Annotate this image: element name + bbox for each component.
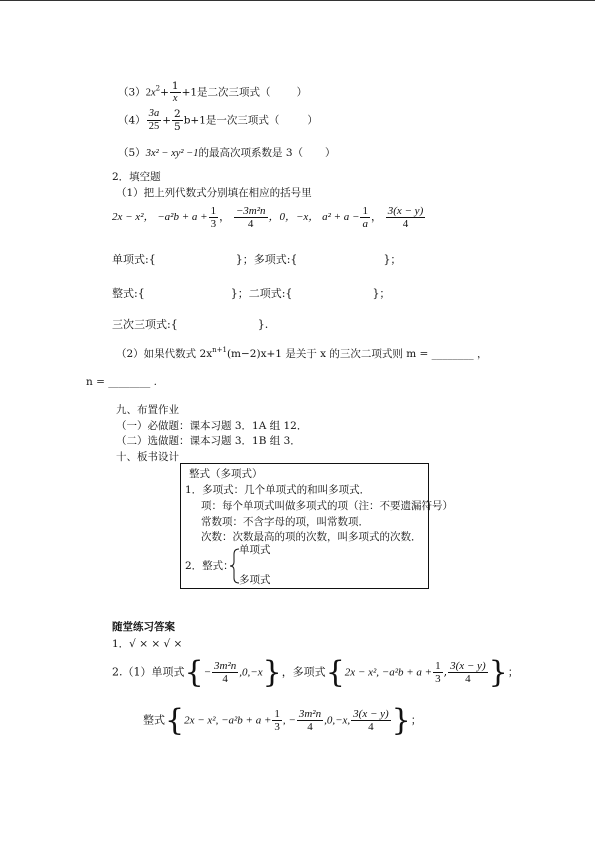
q3-frac-num: 1 xyxy=(171,80,179,92)
q5-text: 的最高次项系数是 3（ xyxy=(198,147,304,159)
homework-optional: （二）选做题：课本习题 3．1B 组 3． xyxy=(116,435,301,447)
brace-close-3: } xyxy=(391,703,411,738)
trinom-label: 三次三项式:{ xyxy=(112,318,178,331)
question-3 xyxy=(118,80,307,105)
page-top-border xyxy=(0,0,595,1)
board-branch-poly: 多项式 xyxy=(239,574,271,586)
poly-close: }； xyxy=(383,253,402,266)
q3-text: +1是二次三项式（ xyxy=(181,86,271,99)
q4-f2-den: 5 xyxy=(174,121,181,133)
ans-integ-terms: 2x − x², −a²b + a + xyxy=(184,714,272,727)
expr-5-num: 1 xyxy=(362,205,368,217)
binom-close: }； xyxy=(372,287,391,300)
q3-plus: + xyxy=(160,86,169,99)
expr-2: −a²b + a + xyxy=(157,211,208,224)
section-9-heading: 九、布置作业 xyxy=(116,404,179,416)
trinom-row xyxy=(112,316,268,332)
ans-integ-num-2: 3m²n xyxy=(298,708,322,720)
q4-close: ） xyxy=(307,114,318,127)
expression-list: 2x − x²， −a²b + a + $\frac{1}{3}$ ， $\frac{\text{−3m²n}}{4}$ ，0，−x， a² + a − $\frac{1}{a}$ ， $\frac{3(x - y)}{4}$ xyxy=(112,205,424,230)
answers-line-2 xyxy=(112,655,519,690)
q3-number: （3） xyxy=(118,86,146,99)
ans-integ-frac-2 xyxy=(297,708,323,733)
question-4 xyxy=(118,108,318,133)
ans-integ-label: 整式 xyxy=(143,713,165,727)
board-line-4: 次数：次数最高的项的次数，叫多项式的次数． xyxy=(201,531,422,543)
expr-2-den: 3 xyxy=(210,218,217,230)
board-line-1: 1．多项式：几个单项式的和叫多项式． xyxy=(185,484,371,496)
expr-6-frac xyxy=(386,205,426,230)
q4-fraction-1 xyxy=(147,108,162,133)
expr-3-den: 4 xyxy=(247,218,254,230)
ans-poly-comma: , xyxy=(443,665,448,679)
q3-frac-den: x xyxy=(172,93,178,104)
q3-var: x xyxy=(150,87,156,99)
q3-coef: 2 xyxy=(145,87,151,99)
homework-required: （一）必做题：课本习题 3．1A 组 12． xyxy=(116,420,308,432)
brace-close-1: } xyxy=(262,655,282,690)
ans-poly-den-1: 3 xyxy=(435,673,441,685)
brace-open-2: { xyxy=(325,655,345,690)
integ-label: 整式:{ xyxy=(112,287,145,300)
fill-title: 2．填空题 xyxy=(112,171,161,183)
poly-label: 多项式:{ xyxy=(253,253,298,266)
ans-mono-num: 3m²n xyxy=(214,660,237,672)
expr-5-frac xyxy=(360,205,370,230)
board-line-3: 常数项：不含字母的项，叫常数项． xyxy=(201,516,369,528)
expr-6-den: 4 xyxy=(402,218,409,230)
question-2-sub xyxy=(116,346,488,361)
answers-title: 随堂练习答案 xyxy=(112,621,175,633)
ans-mono-sign: − xyxy=(203,666,212,679)
q3-fraction xyxy=(170,80,181,105)
binom-label: 二项式:{ xyxy=(248,287,293,300)
expr-3-frac xyxy=(234,205,268,230)
ans-mono-frac xyxy=(212,660,238,685)
q2-n-line: n = ________ . xyxy=(86,376,157,388)
brace-close-2: } xyxy=(488,655,508,690)
ans-poly-terms: 2x − x², −a²b + a + xyxy=(344,666,433,679)
ans-poly-num-1: 1 xyxy=(435,660,441,672)
q3-exp: 2 xyxy=(155,84,161,93)
mono-close: }； xyxy=(235,253,254,266)
mono-poly-row xyxy=(112,251,401,267)
expr-4: ，0，−x， xyxy=(268,211,320,224)
ans-integ-den-1: 3 xyxy=(274,721,280,733)
brace-open-3: { xyxy=(165,703,185,738)
trinom-close: }. xyxy=(257,318,269,331)
expr-2-num: 1 xyxy=(210,205,217,217)
ans-poly-label: ，多项式 xyxy=(281,665,326,679)
q4-f1-num: 3a xyxy=(148,108,160,119)
board-line-2: 项：每个单项式叫做多项式的项（注：不要遗漏符号） xyxy=(201,500,453,512)
q3-close: ） xyxy=(296,86,308,99)
section-10-heading: 十、板书设计 xyxy=(116,451,179,463)
ans-semicolon: ； xyxy=(507,665,519,679)
ans-integ-den-2: 4 xyxy=(307,721,313,733)
ans-poly-frac-2 xyxy=(448,660,488,685)
ans-integ-num-3: 3(x − y) xyxy=(353,708,389,720)
ans-integ-semicolon: ； xyxy=(410,713,422,727)
integ-binom-row xyxy=(112,285,390,301)
board-line-5: 2．整式： xyxy=(185,560,234,572)
ans-poly-num-2: 3(x − y) xyxy=(450,660,486,672)
board-branch-mono: 单项式 xyxy=(239,544,271,556)
q4-number: （4） xyxy=(118,114,146,127)
expr-3-num: −3m²n xyxy=(235,205,266,217)
q4-text: b+1是一次三项式（ xyxy=(183,114,280,127)
ans-integ-frac-3 xyxy=(351,708,391,733)
ans-integ-frac-1 xyxy=(272,708,282,733)
q4-fraction-2 xyxy=(172,108,183,133)
ans-integ-rest: ,0,−x, xyxy=(324,714,351,727)
q4-f1-den: 25 xyxy=(148,121,160,132)
ans-mono-den: 4 xyxy=(222,673,228,685)
q2-exponent: n+1 xyxy=(212,346,227,354)
expr-1: 2x − x²， xyxy=(112,211,155,224)
question-5 xyxy=(118,145,336,160)
integ-close: }； xyxy=(230,287,249,300)
ans-mono-label: 2.（1）单项式 xyxy=(112,665,185,679)
q4-f2-num: 2 xyxy=(174,108,181,120)
ans-integ-sep: , − xyxy=(282,714,296,727)
q2-part-a: （2）如果代数式 2x xyxy=(116,348,213,360)
ans-integ-num-1: 1 xyxy=(274,708,280,720)
q4-plus: + xyxy=(162,114,171,127)
ans-integ-den-3: 4 xyxy=(368,721,374,733)
fill-instruction: （1）把上列代数式分别填在相应的括号里 xyxy=(116,187,312,199)
answers-line-1: 1．√ × × √ × xyxy=(112,638,183,650)
expr-6-num: 3(x − y) xyxy=(387,205,424,217)
mono-label: 单项式:{ xyxy=(112,253,156,266)
q2-part-b: (m−2)x+1 是关于 x 的三次二项式则 m = ________ ， xyxy=(226,348,488,360)
ans-poly-den-2: 4 xyxy=(465,673,471,685)
expr-5: a² + a − xyxy=(322,211,360,224)
ans-mono-rest: ,0,−x xyxy=(239,666,263,679)
board-design-box xyxy=(180,463,453,589)
q5-close: ） xyxy=(325,147,336,159)
board-title: 整式（多项式） xyxy=(189,468,263,480)
brace-open-1: { xyxy=(184,655,204,690)
expr-2-frac xyxy=(209,205,219,230)
q5-number: （5） xyxy=(118,147,146,159)
ans-poly-frac-1 xyxy=(433,660,443,685)
answers-line-3 xyxy=(143,703,422,738)
q5-expr: 3x² − xy² −1 xyxy=(145,148,199,159)
expr-5-den: a xyxy=(362,218,368,230)
